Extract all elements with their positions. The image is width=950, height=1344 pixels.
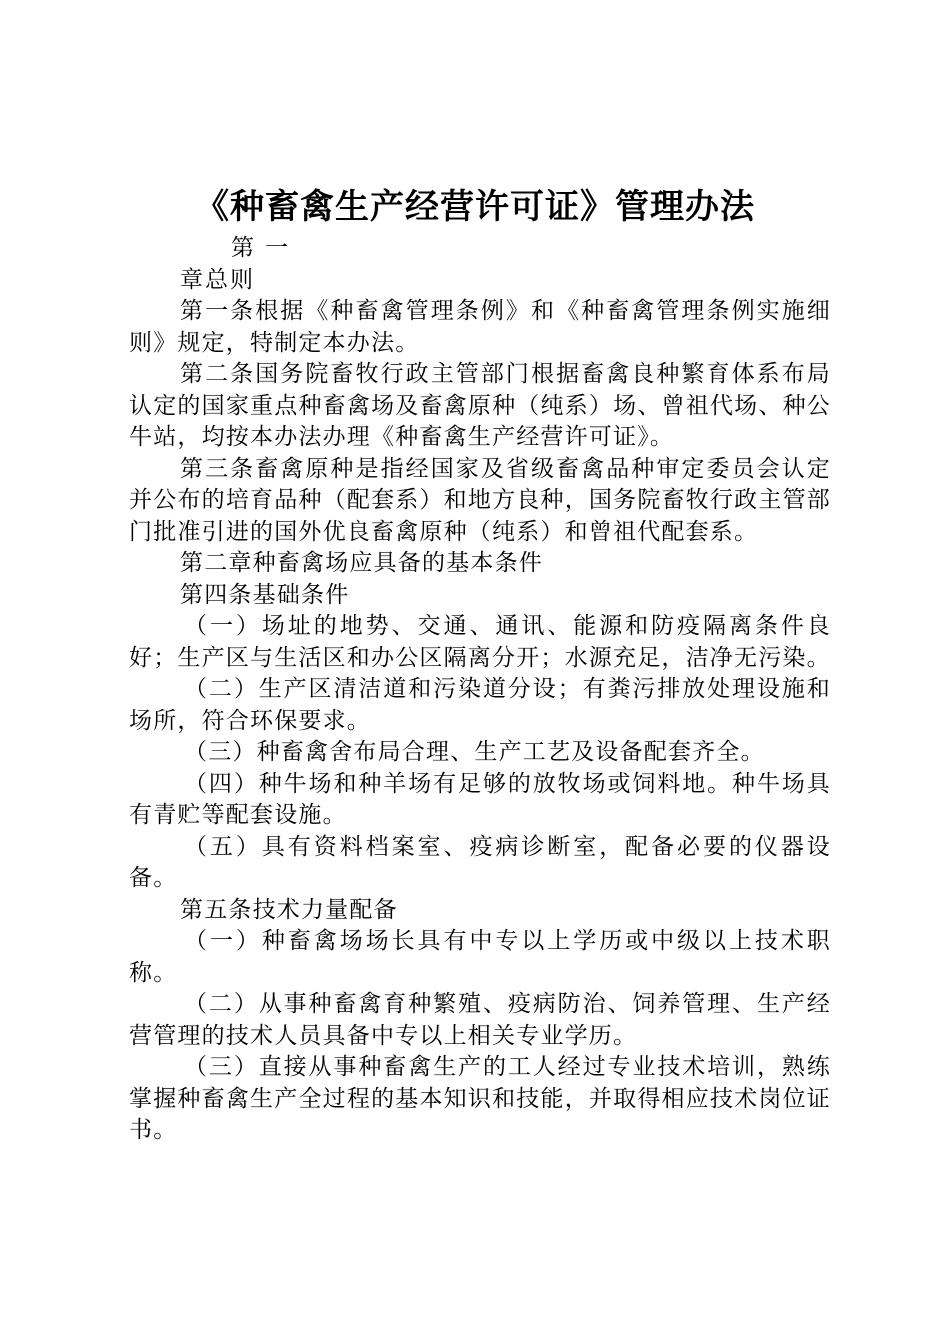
clause-paragraph: （一）种畜禽场场长具有中专以上学历或中级以上技术职称。	[129, 928, 831, 986]
clause-paragraph: （五）具有资料档案室、疫病诊断室，配备必要的仪器设备。	[129, 833, 831, 891]
chapter-heading: 第一章总则	[180, 235, 290, 293]
document-body	[129, 233, 831, 1147]
article-paragraph: 第二条国务院畜牧行政主管部门根据畜禽良种繁育体系布局认定的国家重点种畜禽场及畜禽原种（纯系）场、曾祖代场、种公牛站，均按本办法办理《种畜禽生产经营许可证》。	[129, 361, 831, 450]
clause-paragraph: （一）场址的地势、交通、通讯、能源和防疫隔离条件良好；生产区与生活区和办公区隔离分开；水源充足，洁净无污染。	[129, 613, 831, 671]
article-paragraph: 第五条技术力量配备	[180, 896, 398, 923]
clause-paragraph: （二）从事种畜禽育种繁殖、疫病防治、饲养管理、生产经营管理的技术人员具备中专以上相关专业学历。	[129, 991, 831, 1049]
article-paragraph: 第三条畜禽原种是指经国家及省级畜禽品种审定委员会认定并公布的培育品种（配套系）和地方良种，国务院畜牧行政主管部门批准引进的国外优良畜禽原种（纯系）和曾祖代配套系。	[129, 455, 831, 545]
article-paragraph: 第一条根据《种畜禽管理条例》和《种畜禽管理条例实施细则》规定，特制定本办法。	[129, 298, 831, 356]
clause-paragraph: （二）生产区清洁道和污染道分设；有粪污排放处理设施和场所，符合环保要求。	[129, 676, 831, 734]
clause-paragraph: （三）直接从事种畜禽生产的工人经过专业技术培训，熟练掌握种畜禽生产全过程的基本知识和技能，并取得相应技术岗位证书。	[129, 1054, 831, 1143]
document-title: 《种畜禽生产经营许可证》管理办法	[195, 187, 755, 227]
chapter-heading: 第二章种畜禽场应具备的基本条件	[180, 550, 543, 576]
article-paragraph: 第四条基础条件	[180, 581, 350, 608]
clause-paragraph: （四）种牛场和种羊场有足够的放牧场或饲料地。种牛场具有青贮等配套设施。	[129, 770, 831, 828]
clause-paragraph: （三）种畜禽舍布局合理、生产工艺及设备配套齐全。	[184, 739, 765, 765]
